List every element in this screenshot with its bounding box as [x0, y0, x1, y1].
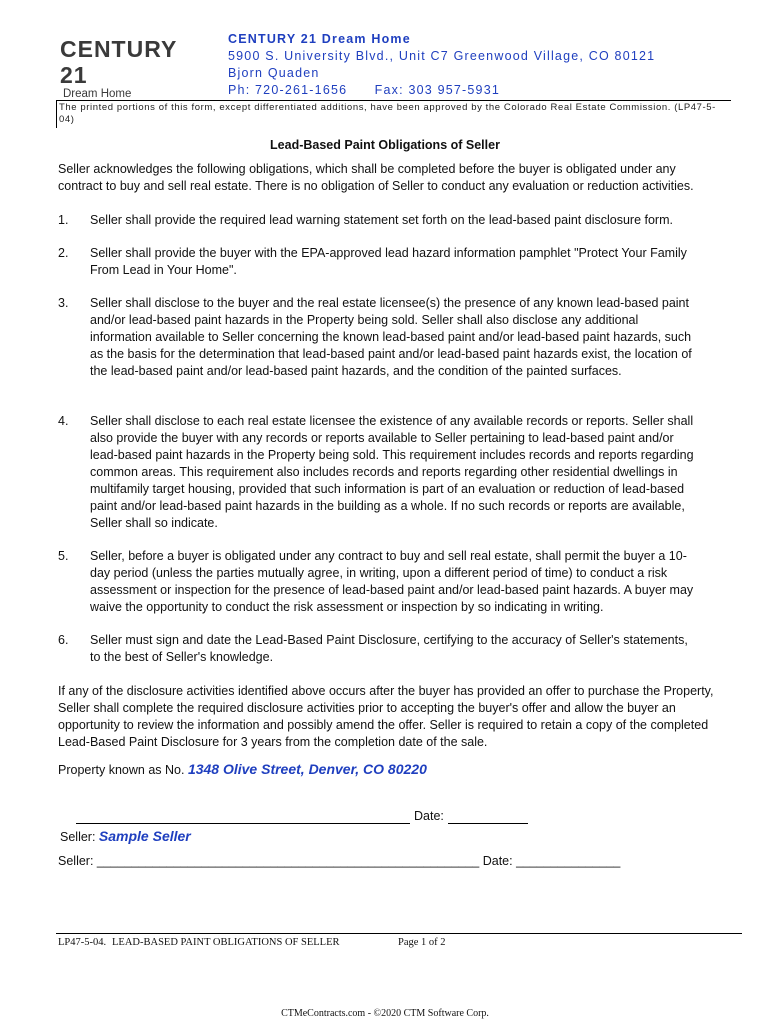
property-address: 1348 Olive Street, Denver, CO 80220	[187, 761, 427, 777]
seller-signature-line-2[interactable]: Seller: _______________________________________________________ Date: _______________	[58, 854, 621, 868]
property-line	[58, 761, 427, 777]
logo-subtitle: Dream Home	[63, 88, 132, 100]
seller-signature-block-1	[60, 828, 191, 844]
item-number: 1.	[58, 213, 69, 227]
footer-rule	[56, 933, 742, 934]
obligation-item-6	[58, 632, 698, 666]
property-label: Property known as No.	[58, 763, 185, 777]
seller-signature-line-1[interactable]	[76, 823, 410, 824]
seller-name: Sample Seller	[98, 828, 191, 844]
agent-name: Bjorn Quaden	[228, 66, 320, 80]
seller-label-1: Seller:	[60, 830, 96, 844]
date-label-1: Date:	[414, 809, 444, 823]
commission-approval-notice: The printed portions of this form, except differentiated additions, have been approved by the Colorado Real Estate Commission. (LP47-5-04)	[56, 100, 731, 128]
phone-number: Ph: 720-261-1656	[228, 83, 348, 97]
contact-line	[228, 82, 655, 99]
obligation-item-2	[58, 245, 698, 279]
item-text: Seller shall provide the buyer with the EPA-approved lead hazard information pamphlet "Protect Your Family From Lead in Your Home".	[90, 246, 687, 277]
item-text: Seller must sign and date the Lead-Based Paint Disclosure, certifying to the accuracy of Seller's statements, to the best of Seller's knowledge.	[90, 633, 688, 664]
intro-paragraph: Seller acknowledges the following obligations, which shall be completed before the buyer is obligated under any contract to buy and sell real estate. There is no obligation of Seller to conduct any evaluation or reduction activities.	[58, 162, 694, 193]
item-number: 4.	[58, 414, 69, 428]
obligation-item-1	[58, 212, 698, 229]
century21-logo	[60, 36, 210, 101]
item-number: 3.	[58, 296, 69, 310]
item-number: 6.	[58, 633, 69, 647]
closing-paragraph: If any of the disclosure activities identified above occurs after the buyer has provided an offer to purchase the Property, Seller shall complete the required disclosure activities prior to accepting the buyer's offer and allow the buyer an opportunity to review the information and possibly amend the offer. Seller is required to retain a copy of the completed Lead-Based Paint Disclosure for 3 years from the completion date of the sale.	[58, 684, 714, 749]
date-line-1[interactable]	[448, 823, 528, 824]
brokerage-address: 5900 S. University Blvd., Unit C7 Greenwood Village, CO 80121	[228, 49, 656, 63]
obligation-item-4	[58, 413, 698, 532]
form-id: LP47-5-04.	[58, 937, 107, 948]
item-text: Seller, before a buyer is obligated under any contract to buy and sell real estate, shall permit the buyer a 10-day period (unless the parties mutually agree, in writing, upon a different period of time) to conduct a risk assessment or inspection for the presence of lead-based paint and/or lead-based paint hazards. A buyer may waive the opportunity to conduct the risk assessment or inspection by so indicating in writing.	[90, 549, 694, 614]
item-text: Seller shall disclose to the buyer and the real estate licensee(s) the presence of any known lead-based paint and/or lead-based paint hazards in the Property being sold. Seller shall also disclose any additional information available to Seller concerning the known lead-based paint and/or lead-based paint hazards, such as the basis for the determination that lead-based paint and/or lead-based paint hazards exist, the location of the lead-based paint and/or lead-based paint hazards, and the condition of the painted surfaces.	[90, 296, 692, 378]
logo-wordmark: CENTURY 21	[60, 36, 177, 88]
fax-number: Fax: 303 957-5931	[374, 83, 500, 97]
item-text: Seller shall provide the required lead warning statement set forth on the lead-based paint disclosure form.	[90, 213, 673, 227]
item-number: 2.	[58, 246, 69, 260]
form-title: LEAD-BASED PAINT OBLIGATIONS OF SELLER	[112, 937, 340, 948]
item-text: Seller shall disclose to each real estate licensee the existence of any available records or reports. Seller shall also provide the buyer with any records or reports available to Seller pertaining to lead-based paint and/or lead-based paint hazards in the Property being sold. This requirement includes records and reports regarding common areas. This requirement also includes records and reports regarding other residential dwellings in multifamily target housing, provided that such information is part of an evaluation or reduction of lead-based paint and/or lead-based paint hazards in the building as a whole. If no such records or reports are available, Seller shall so indicate.	[90, 414, 694, 530]
item-number: 5.	[58, 549, 69, 563]
copyright-notice: CTMeContracts.com - ©2020 CTM Software Corp.	[281, 1008, 489, 1019]
brokerage-name: CENTURY 21 Dream Home	[228, 32, 411, 46]
obligation-item-5	[58, 548, 698, 616]
brokerage-header	[228, 31, 655, 99]
document-title: Lead-Based Paint Obligations of Seller	[270, 138, 500, 152]
obligation-item-3	[58, 295, 698, 380]
page-number: Page 1 of 2	[398, 937, 446, 948]
